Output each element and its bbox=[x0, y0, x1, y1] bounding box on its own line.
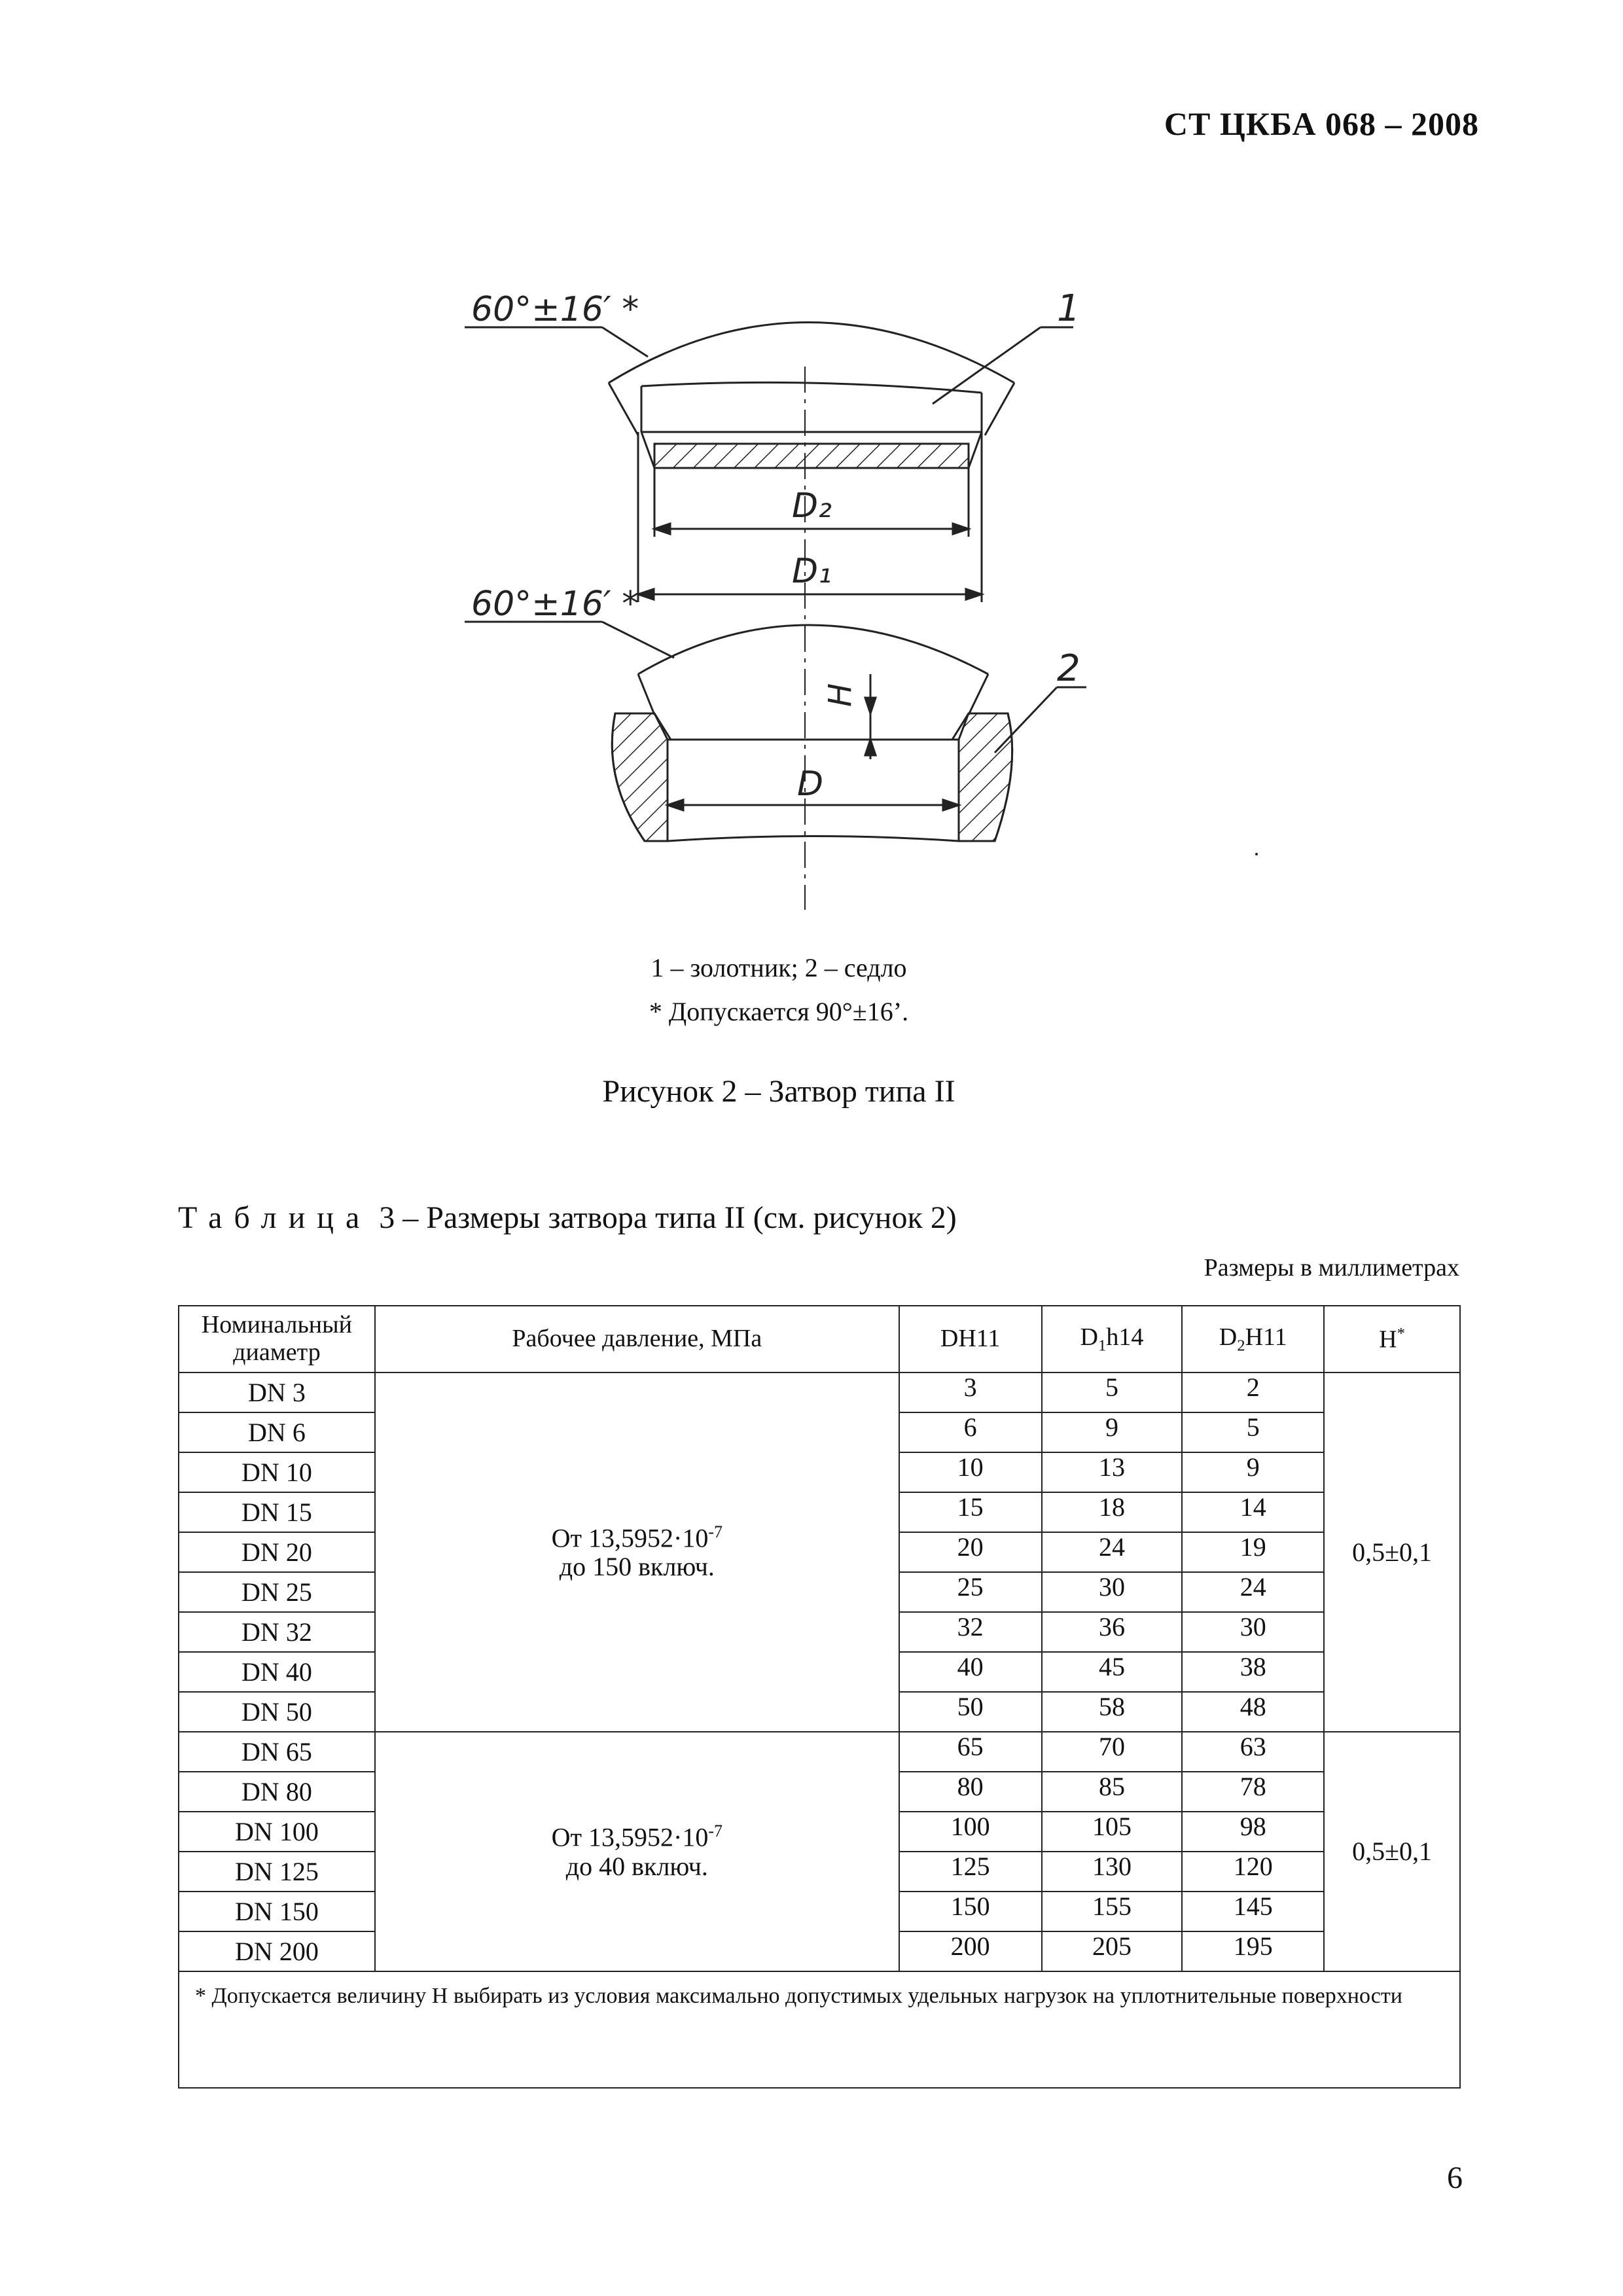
table-row bbox=[179, 1732, 1460, 1772]
cell-d2: 78 bbox=[1182, 1772, 1324, 1812]
cell-dn: DN 10 bbox=[179, 1452, 375, 1492]
cell-d: 32 bbox=[899, 1612, 1042, 1652]
cell-d1: 30 bbox=[1042, 1572, 1183, 1612]
table-title bbox=[178, 1200, 957, 1236]
cell-d2: 14 bbox=[1182, 1492, 1324, 1532]
cell-d1: 85 bbox=[1042, 1772, 1183, 1812]
cell-d1: 205 bbox=[1042, 1931, 1183, 1971]
cell-d1: 18 bbox=[1042, 1492, 1183, 1532]
angle-label-bottom: 60°±16′ * bbox=[471, 584, 639, 624]
cell-dn: DN 20 bbox=[179, 1532, 375, 1572]
cell-d2: 5 bbox=[1182, 1412, 1324, 1452]
cell-dn: DN 40 bbox=[179, 1652, 375, 1692]
cell-d2: 30 bbox=[1182, 1612, 1324, 1652]
cell-pressure bbox=[375, 1732, 899, 1971]
cell-d: 20 bbox=[899, 1532, 1042, 1572]
cell-dn: DN 32 bbox=[179, 1612, 375, 1652]
cell-d2: 63 bbox=[1182, 1732, 1324, 1772]
header-d2h11: $D_2H11$ bbox=[1182, 1306, 1324, 1372]
cell-d: 125 bbox=[899, 1852, 1042, 1892]
angle-label-top: 60°±16′ * bbox=[471, 290, 639, 329]
header-h: H* bbox=[1324, 1306, 1460, 1372]
cell-dn: DN 80 bbox=[179, 1772, 375, 1812]
dim-h-label: H bbox=[822, 683, 859, 707]
part-label-1: 1 bbox=[1057, 287, 1080, 330]
cell-d2: 98 bbox=[1182, 1812, 1324, 1852]
dim-d-label: D bbox=[797, 764, 824, 804]
cell-d2: 2 bbox=[1182, 1372, 1324, 1412]
document-code: СТ ЦКБА 068 – 2008 bbox=[1164, 105, 1479, 142]
table-header-row bbox=[179, 1306, 1460, 1372]
cell-d: 25 bbox=[899, 1572, 1042, 1612]
page-number: 6 bbox=[1447, 2161, 1463, 2195]
cell-d: 150 bbox=[899, 1892, 1042, 1931]
cell-d: 40 bbox=[899, 1652, 1042, 1692]
cell-dn: DN 125 bbox=[179, 1852, 375, 1892]
cell-dn: DN 25 bbox=[179, 1572, 375, 1612]
dim-d1-label: D₁ bbox=[792, 552, 832, 591]
cell-d2: 195 bbox=[1182, 1931, 1324, 1971]
valve-drawing bbox=[0, 0, 1623, 982]
cell-d1: 9 bbox=[1042, 1412, 1183, 1452]
part-label-2: 2 bbox=[1057, 647, 1080, 690]
cell-d2: 48 bbox=[1182, 1692, 1324, 1732]
cell-dn: DN 65 bbox=[179, 1732, 375, 1772]
cell-d1: 5 bbox=[1042, 1372, 1183, 1412]
cell-d1: 24 bbox=[1042, 1532, 1183, 1572]
pressure-exp: -7 bbox=[708, 1522, 722, 1541]
cell-dn: DN 15 bbox=[179, 1492, 375, 1532]
pressure-line1: От 13,5952·10 bbox=[551, 1822, 709, 1852]
cell-d: 10 bbox=[899, 1452, 1042, 1492]
table-row bbox=[179, 1372, 1460, 1412]
cell-d: 50 bbox=[899, 1692, 1042, 1732]
cell-dn: DN 3 bbox=[179, 1372, 375, 1412]
cell-d1: 58 bbox=[1042, 1692, 1183, 1732]
cell-d: 6 bbox=[899, 1412, 1042, 1452]
cell-d2: 38 bbox=[1182, 1652, 1324, 1692]
header-dh11: DH11 bbox=[899, 1306, 1042, 1372]
cell-dn: DN 6 bbox=[179, 1412, 375, 1452]
cell-d: 80 bbox=[899, 1772, 1042, 1812]
cell-h: 0,5±0,1 bbox=[1324, 1372, 1460, 1732]
cell-d1: 36 bbox=[1042, 1612, 1183, 1652]
cell-d1: 70 bbox=[1042, 1732, 1183, 1772]
figure-legend-note: * Допускается 90°±16’. bbox=[649, 997, 909, 1026]
table-title-word: Таблица bbox=[178, 1200, 372, 1235]
cell-d: 3 bbox=[899, 1372, 1042, 1412]
cell-dn: DN 200 bbox=[179, 1931, 375, 1971]
cell-d2: 19 bbox=[1182, 1532, 1324, 1572]
cell-d: 200 bbox=[899, 1931, 1042, 1971]
dim-d2-label: D₂ bbox=[792, 486, 832, 526]
cell-pressure bbox=[375, 1372, 899, 1732]
dimensions-table bbox=[178, 1305, 1461, 2089]
pressure-line2: до 40 включ. bbox=[565, 1851, 708, 1881]
cell-d2: 24 bbox=[1182, 1572, 1324, 1612]
cell-d1: 13 bbox=[1042, 1452, 1183, 1492]
cell-d1: 155 bbox=[1042, 1892, 1183, 1931]
table-units: Размеры в миллиметрах bbox=[1204, 1254, 1459, 1282]
pressure-line1: От 13,5952·10 bbox=[551, 1523, 709, 1553]
figure-title: Рисунок 2 – Затвор типа II bbox=[602, 1074, 955, 1109]
pressure-line2: до 150 включ. bbox=[559, 1552, 715, 1582]
header-d1h14: $D_1h14$ bbox=[1042, 1306, 1183, 1372]
pressure-exp: -7 bbox=[708, 1821, 722, 1841]
figure-legend-parts: 1 – золотник; 2 – седло bbox=[651, 953, 907, 982]
cell-d2: 120 bbox=[1182, 1852, 1324, 1892]
header-nominal-diameter: Номинальный диаметр bbox=[179, 1306, 375, 1372]
cell-d1: 45 bbox=[1042, 1652, 1183, 1692]
table-footnote: * Допускается величину H выбирать из условия максимально допустимых удельных нагрузок на уплотнительные поверхности bbox=[179, 1971, 1460, 2088]
table-footnote-row bbox=[179, 1971, 1460, 2088]
cell-d: 15 bbox=[899, 1492, 1042, 1532]
cell-d2: 145 bbox=[1182, 1892, 1324, 1931]
cell-dn: DN 100 bbox=[179, 1812, 375, 1852]
cell-d1: 105 bbox=[1042, 1812, 1183, 1852]
cell-dn: DN 50 bbox=[179, 1692, 375, 1732]
cell-d1: 130 bbox=[1042, 1852, 1183, 1892]
cell-d: 100 bbox=[899, 1812, 1042, 1852]
table-title-rest: 3 – Размеры затвора типа II (см. рисунок 2) bbox=[371, 1200, 957, 1235]
cell-d: 65 bbox=[899, 1732, 1042, 1772]
cell-dn: DN 150 bbox=[179, 1892, 375, 1931]
cell-d2: 9 bbox=[1182, 1452, 1324, 1492]
cell-h: 0,5±0,1 bbox=[1324, 1732, 1460, 1971]
header-pressure: Рабочее давление, МПа bbox=[375, 1306, 899, 1372]
